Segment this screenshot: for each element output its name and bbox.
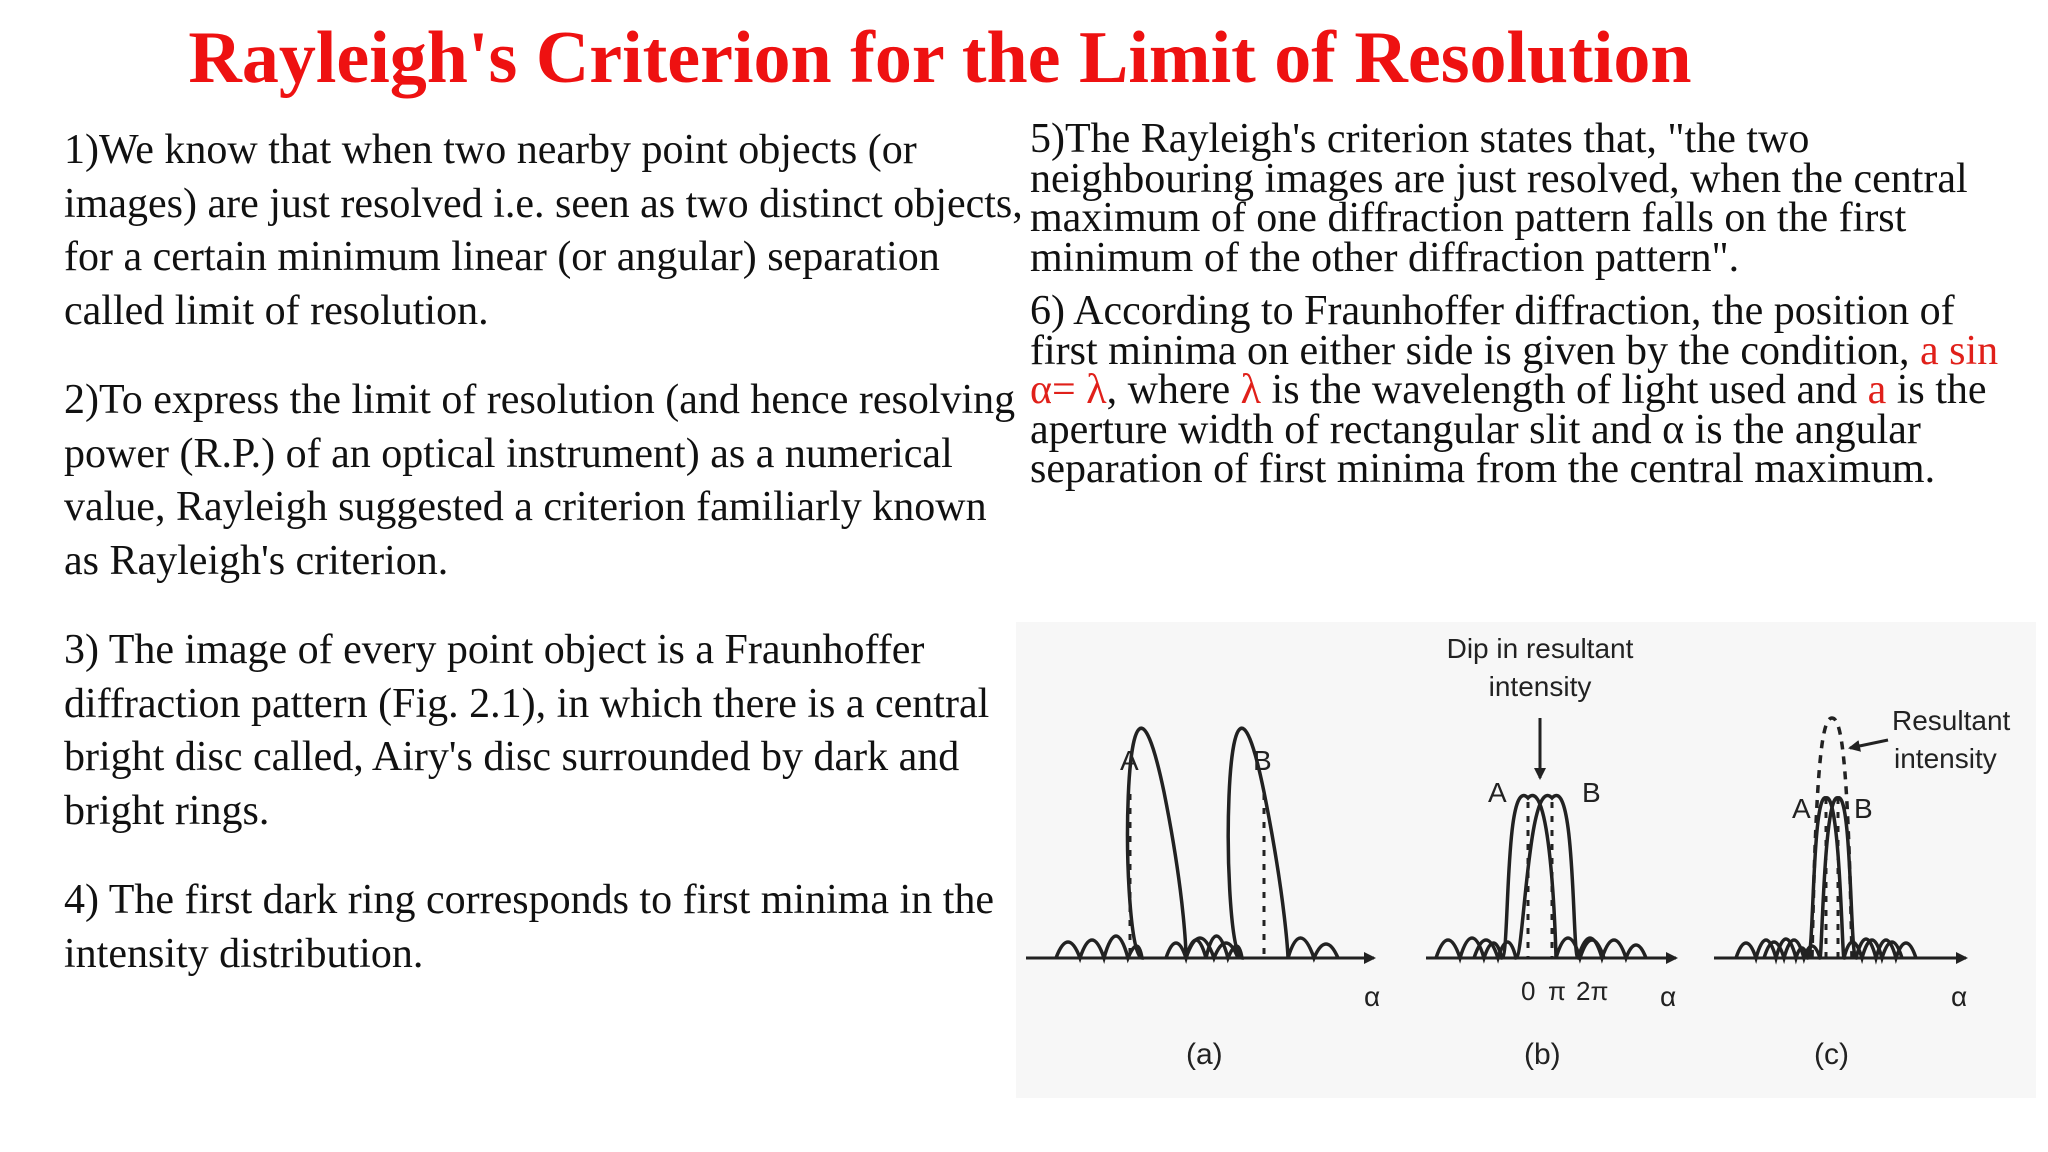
slide-title: Rayleigh's Criterion for the Limit of Resolution (188, 17, 1692, 99)
panel-c-axis-alpha: α (1951, 981, 1968, 1012)
panel-c-resultant-label-1: Resultant (1892, 705, 2011, 736)
diffraction-figure (1016, 622, 2036, 1098)
point-1: 1)We know that when two nearby point objects (or images) are just resolved i.e. seen as two distinct objects, for a certain minimum linear (or angular) separation called limit of resolution. (64, 127, 1023, 334)
point-6-text-2: , where (1106, 367, 1241, 413)
aperture-symbol: a (1867, 367, 1887, 413)
point-6-text-4: is the aperture width of rectangular slit and α is the angular separation of first minima from the central maximum. (1030, 367, 1987, 492)
panel-c-resultant-label-2: intensity (1894, 743, 1997, 774)
point-4: 4) The first dark ring corresponds to first minima in the intensity distribution. (64, 877, 995, 977)
point-3: 3) The image of every point object is a Fraunhoffer diffraction pattern (Fig. 2.1), in which there is a central bright disc called, Airy's disc surrounded by dark and bright rings. (64, 627, 990, 834)
point-6-text-3: is the wavelength of light used and (1261, 367, 1868, 413)
panel-b-dip-label-1: Dip in resultant (1446, 633, 1634, 664)
left-column (64, 124, 1024, 1017)
point-5: 5)The Rayleigh's criterion states that, "the two neighbouring images are just resolved, when the central maximum of one diffraction pattern falls on the first minimum of the other diffraction pattern". (1030, 116, 1968, 281)
lambda-symbol: λ (1240, 367, 1262, 413)
panel-c-label-b: B (1854, 793, 1873, 824)
panel-b-axis-alpha: α (1660, 981, 1677, 1012)
panel-b (1426, 633, 1676, 1071)
panel-c-pattern-a (1736, 798, 1902, 958)
point-2: 2)To express the limit of resolution (and hence resolving power (R.P.) of an optical instrument) as a numerical value, Rayleigh suggested a criterion familiarly known as Rayleigh's criterion. (64, 377, 1016, 584)
panel-b-tick-pi: π (1548, 976, 1566, 1006)
panel-a-label-a: A (1120, 745, 1139, 776)
panel-a-caption: (a) (1186, 1038, 1223, 1071)
formula-a-sin-alpha: a sin α= λ (1030, 327, 1999, 413)
panel-b-label-a: A (1488, 777, 1507, 808)
panel-b-label-b: B (1582, 777, 1601, 808)
panel-b-caption: (b) (1524, 1038, 1561, 1071)
right-column (1030, 116, 2030, 504)
panel-c-label-a: A (1792, 793, 1811, 824)
panel-c-resultant-arrow (1850, 740, 1888, 748)
panel-a-label-b: B (1253, 745, 1272, 776)
panel-a (1026, 728, 1380, 1071)
panel-b-dip-label-2: intensity (1488, 671, 1592, 702)
panel-c-caption: (c) (1814, 1038, 1849, 1071)
panel-a-pattern-a (1056, 728, 1238, 958)
panel-c (1714, 705, 2011, 1071)
panel-a-axis-alpha: α (1364, 981, 1381, 1012)
diffraction-diagram (1016, 622, 2036, 1098)
panel-b-tick-2pi: 2π (1576, 976, 1609, 1006)
point-6-text-1: 6) According to Fraunhoffer diffraction, the position of first minima on either side is given by the condition, (1030, 288, 1955, 374)
point-6 (1030, 288, 2030, 492)
panel-b-pattern-b (1474, 796, 1646, 958)
panel-a-pattern-b (1166, 728, 1338, 958)
panel-b-tick-0: 0 (1521, 976, 1536, 1006)
